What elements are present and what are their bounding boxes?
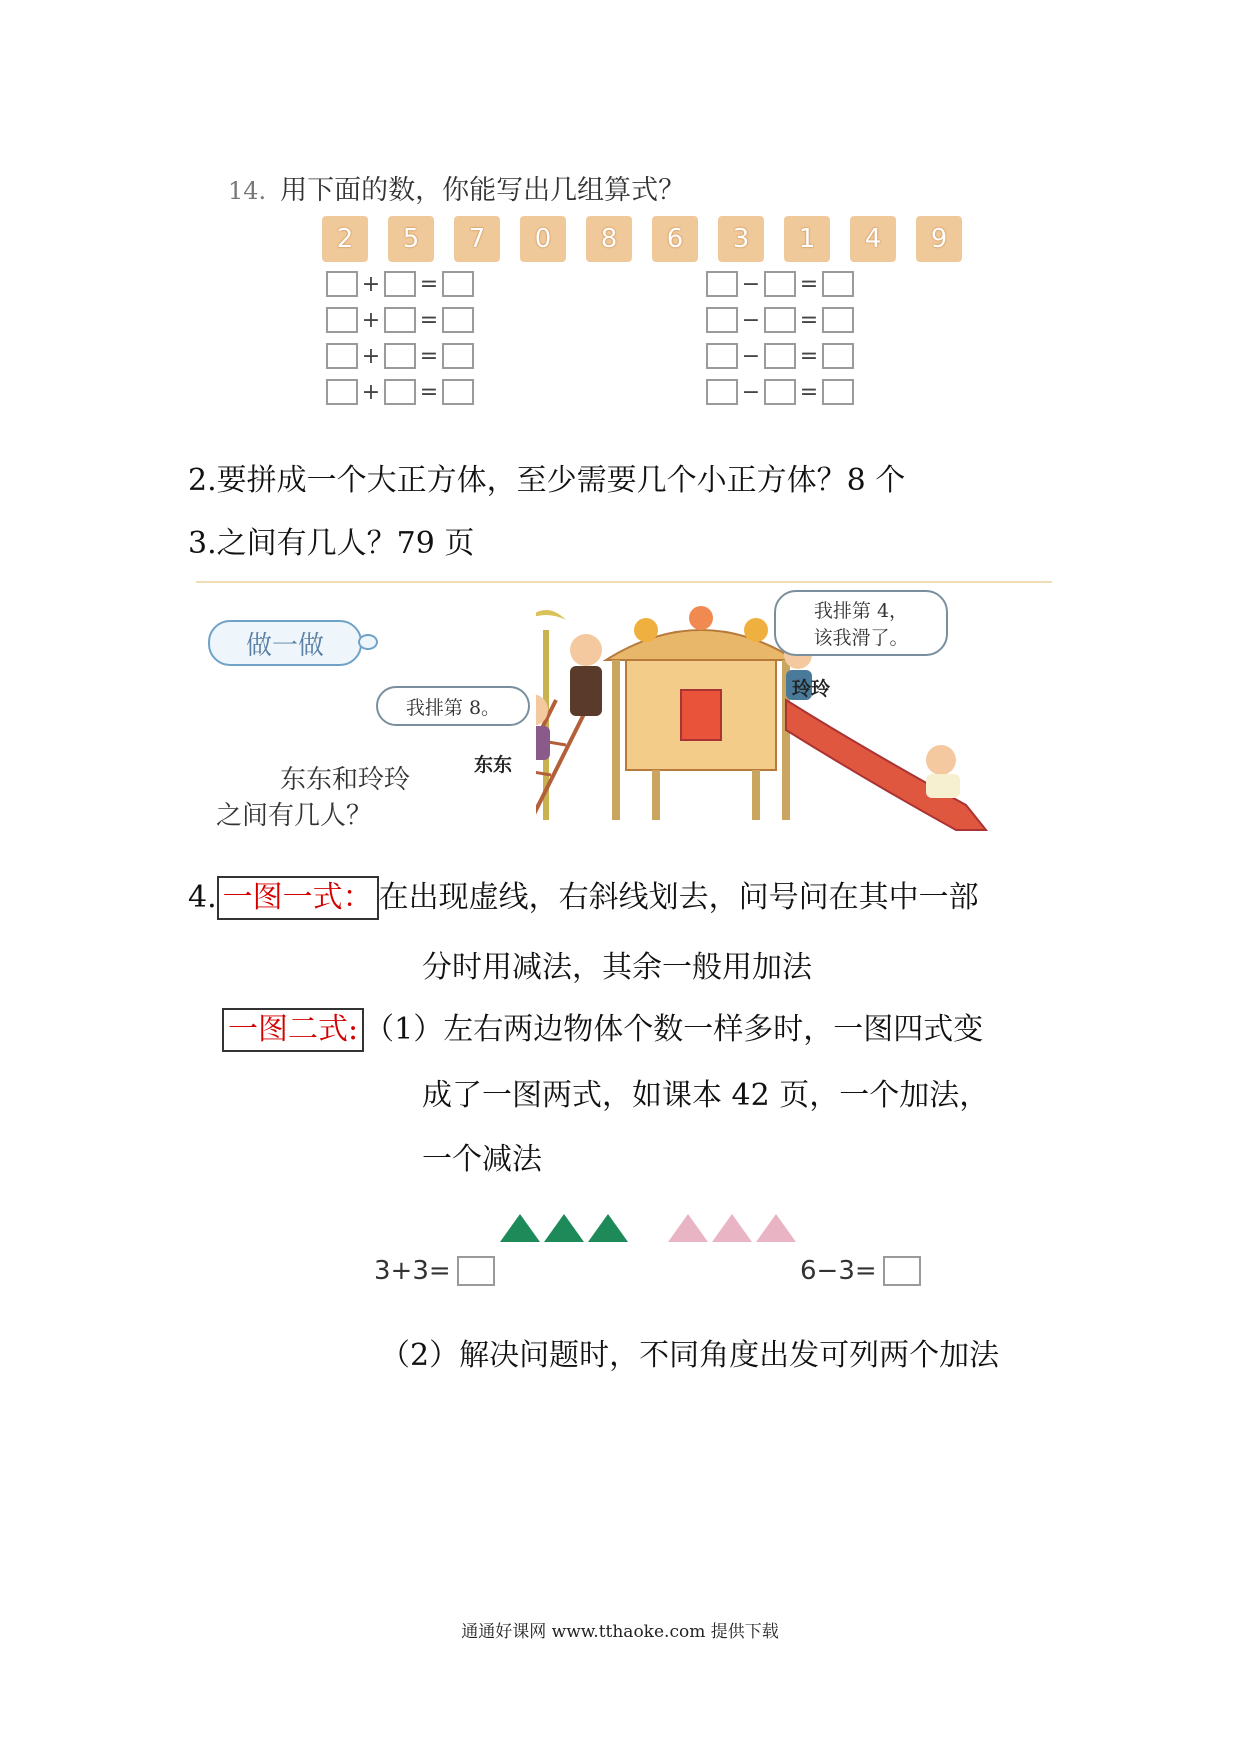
minus-sign: − [741,271,761,297]
zuo-yi-zuo-badge: 做一做 [208,620,362,666]
answer-box[interactable] [384,343,416,369]
section-number: 4. [188,880,217,915]
answer-box[interactable] [442,271,474,297]
question-3-text: 3.之间有几人？79 页 [188,526,475,561]
number-tile: 6 [652,216,698,262]
subtraction-row [706,306,854,334]
plus-sign: + [361,343,381,369]
answer-box[interactable] [326,343,358,369]
speech-bubble-lingling [774,590,948,656]
addition-row [326,342,474,370]
triangle-illustration [500,1214,820,1244]
addition-row [326,270,474,298]
label-one-picture-one-equation: 一图一式： [217,876,379,920]
answer-box[interactable] [883,1256,921,1286]
equation-text: 3+3= [374,1256,451,1286]
section-4-line-4: 成了一图两式，如课本 42 页，一个加法， [422,1078,990,1113]
equation-text: 6−3= [800,1256,877,1286]
playground-illustration [196,590,1066,840]
speech-bubble-dongdong: 我排第 8。 [376,686,530,726]
answer-box[interactable] [384,379,416,405]
answer-box[interactable] [706,379,738,405]
answer-box[interactable] [764,343,796,369]
equals-sign: = [419,379,439,405]
answer-box[interactable] [442,343,474,369]
answer-box[interactable] [457,1256,495,1286]
number-tile: 3 [718,216,764,262]
subtraction-row [706,270,854,298]
addition-row [326,378,474,406]
green-triangle [544,1214,584,1242]
answer-box[interactable] [384,271,416,297]
section-4-line-1 [188,872,979,920]
number-tile: 1 [784,216,830,262]
minus-sign: − [741,307,761,333]
minus-sign: − [741,379,761,405]
pink-triangle [712,1214,752,1242]
number-tile: 2 [322,216,368,262]
answer-box[interactable] [822,379,854,405]
answer-box[interactable] [442,379,474,405]
speech-text: 我排第 4， [813,600,909,622]
answer-box[interactable] [822,343,854,369]
pink-triangle [668,1214,708,1242]
equals-sign: = [799,271,819,297]
answer-box[interactable] [764,271,796,297]
footer-credit: 通通好课网 www.tthaoke.com 提供下载 [461,1622,779,1642]
section-4-line-5: 一个减法 [422,1142,542,1177]
number-tile: 0 [520,216,566,262]
name-dongdong: 东东 [474,754,513,776]
answer-box[interactable] [326,271,358,297]
subtraction-example [800,1256,921,1286]
illustration-question-line1: 东东和玲玲 [280,765,411,795]
number-tile: 9 [916,216,962,262]
answer-box[interactable] [326,379,358,405]
answer-box[interactable] [706,343,738,369]
answer-box[interactable] [764,307,796,333]
exercise-number: 14. [228,177,267,205]
badge-tail [358,634,378,650]
equals-sign: = [799,307,819,333]
plus-sign: + [361,379,381,405]
equals-sign: = [419,307,439,333]
answer-box[interactable] [764,379,796,405]
plus-sign: + [361,271,381,297]
equals-sign: = [419,343,439,369]
number-tile: 4 [850,216,896,262]
exercise-question: 用下面的数，你能写出几组算式？ [280,175,686,206]
section-4-text: 在出现虚线，右斜线划去，问号问在其中一部 [378,880,979,915]
name-lingling: 玲玲 [792,678,831,700]
speech-text: 该我滑了。 [813,627,909,649]
addition-row [326,306,474,334]
subtraction-row [706,342,854,370]
section-4-text: （1）左右两边物体个数一样多时，一图四式变 [364,1012,984,1047]
divider [196,581,1052,583]
exercise-14-title [228,168,685,207]
answer-box[interactable] [822,271,854,297]
addition-example [374,1256,495,1286]
equals-sign: = [799,343,819,369]
question-2-text: 2.要拼成一个大正方体，至少需要几个小正方体？8 个 [188,463,906,498]
number-tiles [322,216,974,266]
equals-sign: = [799,379,819,405]
number-tile: 8 [586,216,632,262]
answer-box[interactable] [326,307,358,333]
answer-box[interactable] [706,307,738,333]
minus-sign: − [741,343,761,369]
section-4-line-6: （2）解决问题时，不同角度出发可列两个加法 [380,1338,1000,1373]
green-triangle [588,1214,628,1242]
section-4-line-3 [222,1004,983,1052]
label-one-picture-two-equations: 一图二式: [222,1008,364,1052]
green-triangle [500,1214,540,1242]
answer-box[interactable] [384,307,416,333]
plus-sign: + [361,307,381,333]
number-tile: 7 [454,216,500,262]
subtraction-row [706,378,854,406]
pink-triangle [756,1214,796,1242]
illustration-question-line2: 之间有几人？ [216,801,373,831]
number-tile: 5 [388,216,434,262]
answer-box[interactable] [822,307,854,333]
section-4-line-2: 分时用减法，其余一般用加法 [422,950,812,985]
answer-box[interactable] [442,307,474,333]
equals-sign: = [419,271,439,297]
answer-box[interactable] [706,271,738,297]
